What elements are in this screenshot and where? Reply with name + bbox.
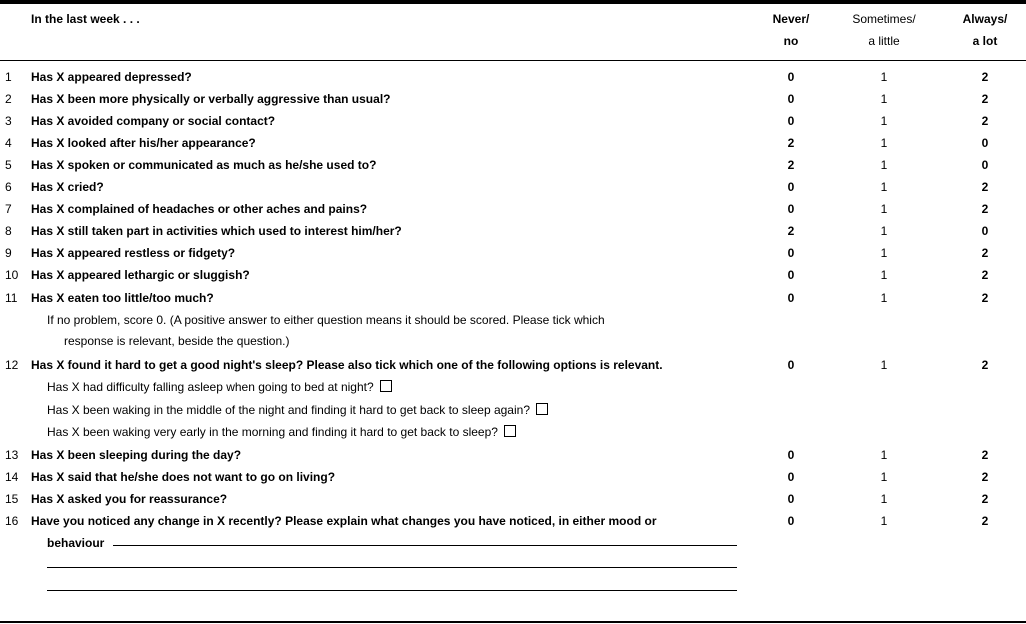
table-row (0, 354, 1026, 376)
table-row (0, 488, 1026, 510)
item-question: Has X complained of headaches or other aches and pains? (31, 202, 368, 216)
item-number: 12 (5, 358, 19, 372)
score-sometimes: 1 (880, 92, 888, 106)
score-never: 0 (787, 470, 795, 484)
item-number: 2 (5, 92, 12, 106)
score-never: 0 (787, 92, 795, 106)
item-question: Has X asked you for reassurance? (31, 492, 228, 506)
item-question: Has X spoken or communicated as much as he/she used to? (31, 158, 377, 172)
score-always: 2 (981, 202, 989, 216)
item-question: Has X looked after his/her appearance? (31, 136, 256, 150)
score-always: 2 (981, 358, 989, 372)
item-question: Has X appeared lethargic or sluggish? (31, 268, 250, 282)
write-in-line-3[interactable] (47, 590, 737, 591)
score-never: 2 (787, 158, 795, 172)
score-sometimes: 1 (880, 291, 888, 305)
header-rule (0, 60, 1026, 61)
score-never: 0 (787, 114, 795, 128)
sleep-option-3-checkbox[interactable] (504, 425, 516, 437)
score-never: 0 (787, 180, 795, 194)
score-never: 0 (787, 514, 795, 528)
score-never: 0 (787, 291, 795, 305)
score-never: 2 (787, 224, 795, 238)
score-always: 2 (981, 180, 989, 194)
score-always: 2 (981, 291, 989, 305)
table-row (0, 220, 1026, 242)
item-number: 6 (5, 180, 12, 194)
table-row (0, 510, 1026, 532)
item11-note-line2: response is relevant, beside the question.) (64, 334, 290, 348)
score-sometimes: 1 (880, 268, 888, 282)
item-number: 16 (5, 514, 19, 528)
score-sometimes: 1 (880, 202, 888, 216)
score-always: 2 (981, 70, 989, 84)
table-row (0, 66, 1026, 88)
item-number: 14 (5, 470, 19, 484)
table-row (0, 154, 1026, 176)
sleep-option-2-checkbox[interactable] (536, 403, 548, 415)
write-in-line-1[interactable] (113, 545, 737, 546)
score-sometimes: 1 (880, 492, 888, 506)
item-question: Has X appeared restless or fidgety? (31, 246, 236, 260)
item-question: Has X been more physically or verbally aggressive than usual? (31, 92, 391, 106)
score-always: 2 (981, 92, 989, 106)
item-number: 8 (5, 224, 12, 238)
column-header-always-line1: Always/ (962, 12, 1008, 26)
item-number: 10 (5, 268, 19, 282)
item-question: Has X cried? (31, 180, 104, 194)
sleep-option-2-text: Has X been waking in the middle of the night and finding it hard to get back to sleep again? (47, 403, 530, 417)
item-question: Has X found it hard to get a good night's sleep? Please also tick which one of the following options is relevant. (31, 358, 663, 372)
score-always: 2 (981, 492, 989, 506)
item-question: Has X appeared depressed? (31, 70, 192, 84)
score-always: 0 (981, 158, 989, 172)
sleep-option-1 (47, 376, 392, 398)
score-always: 2 (981, 246, 989, 260)
header-intro: In the last week . . . (31, 12, 140, 26)
column-header-never (746, 8, 836, 52)
score-sometimes: 1 (880, 448, 888, 462)
column-header-always (940, 8, 1026, 52)
bottom-rule (0, 621, 1026, 623)
table-row (0, 444, 1026, 466)
item11-note-line1: If no problem, score 0. (A positive answer to either question means it should be scored. Please tick which (47, 313, 605, 327)
item-number: 7 (5, 202, 12, 216)
score-sometimes: 1 (880, 358, 888, 372)
sleep-option-1-checkbox[interactable] (380, 380, 392, 392)
item-question: Has X been sleeping during the day? (31, 448, 242, 462)
write-in-line-2[interactable] (47, 567, 737, 568)
table-row (0, 198, 1026, 220)
column-header-sometimes (839, 8, 929, 52)
sleep-option-2 (47, 399, 548, 421)
score-sometimes: 1 (880, 224, 888, 238)
table-row (0, 110, 1026, 132)
score-sometimes: 1 (880, 114, 888, 128)
item-number: 11 (5, 291, 18, 305)
table-row (0, 176, 1026, 198)
column-header-never-line1: Never/ (772, 12, 810, 26)
score-sometimes: 1 (880, 180, 888, 194)
score-never: 0 (787, 358, 795, 372)
column-header-sometimes-line2: a little (868, 34, 900, 48)
item-number: 3 (5, 114, 12, 128)
score-sometimes: 1 (880, 158, 888, 172)
score-never: 0 (787, 70, 795, 84)
score-sometimes: 1 (880, 246, 888, 260)
item-question: Have you noticed any change in X recently? Please explain what changes you have noticed, in either mood or (31, 514, 657, 528)
sleep-option-3 (47, 421, 516, 443)
score-sometimes: 1 (880, 70, 888, 84)
item-number: 9 (5, 246, 12, 260)
score-sometimes: 1 (880, 514, 888, 528)
item-number: 5 (5, 158, 12, 172)
table-row (0, 88, 1026, 110)
score-never: 0 (787, 448, 795, 462)
table-row (0, 242, 1026, 264)
score-never: 0 (787, 202, 795, 216)
score-sometimes: 1 (880, 136, 888, 150)
score-always: 2 (981, 470, 989, 484)
item-number: 1 (5, 70, 12, 84)
score-always: 2 (981, 114, 989, 128)
item-number: 13 (5, 448, 19, 462)
table-row (0, 466, 1026, 488)
item-question: Has X avoided company or social contact? (31, 114, 276, 128)
score-never: 0 (787, 246, 795, 260)
score-always: 2 (981, 514, 989, 528)
sleep-option-1-text: Has X had difficulty falling asleep when going to bed at night? (47, 380, 374, 394)
score-always: 2 (981, 268, 989, 282)
item16-continuation: behaviour (47, 536, 105, 550)
item-question: Has X still taken part in activities which used to interest him/her? (31, 224, 402, 238)
score-always: 2 (981, 448, 989, 462)
sleep-option-3-text: Has X been waking very early in the morning and finding it hard to get back to sleep? (47, 425, 498, 439)
score-sometimes: 1 (880, 470, 888, 484)
score-never: 0 (787, 268, 795, 282)
item-number: 15 (5, 492, 19, 506)
item-number: 4 (5, 136, 12, 150)
table-row (0, 264, 1026, 286)
column-header-sometimes-line1: Sometimes/ (852, 12, 916, 26)
score-always: 0 (981, 136, 989, 150)
top-rule (0, 0, 1026, 4)
column-header-always-line2: a lot (972, 34, 998, 48)
column-header-never-line2: no (783, 34, 799, 48)
table-row (0, 132, 1026, 154)
score-never: 0 (787, 492, 795, 506)
item-question: Has X said that he/she does not want to go on living? (31, 470, 336, 484)
table-row (0, 287, 1026, 309)
item-question: Has X eaten too little/too much? (31, 291, 214, 305)
score-always: 0 (981, 224, 989, 238)
score-never: 2 (787, 136, 795, 150)
